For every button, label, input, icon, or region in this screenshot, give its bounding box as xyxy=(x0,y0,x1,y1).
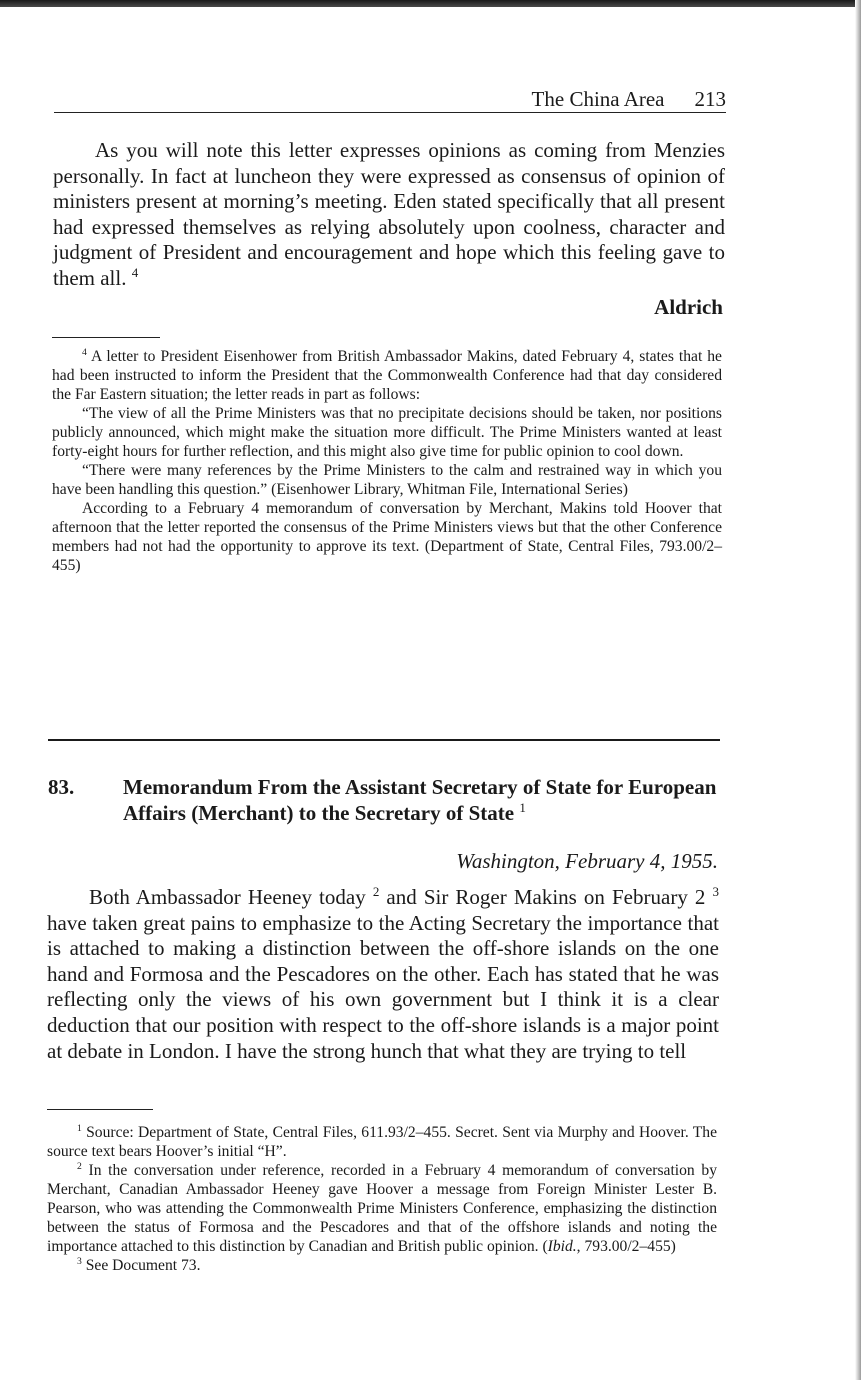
page-number: 213 xyxy=(694,87,726,111)
document-heading xyxy=(48,774,720,826)
footnote-marker: 4 xyxy=(82,346,87,358)
footnote-4-para-2: “The view of all the Prime Ministers was that no precipitate decisions should be taken, nor positions publicly announced, which might make the situation more difficult. The Prime Ministers wanted at least forty-eight hours for further reflection, and this might also give time for public opinion to cool down. xyxy=(52,405,722,460)
memorandum-paragraph xyxy=(47,885,719,1064)
footnote-2 xyxy=(47,1161,717,1256)
footnote-marker: 3 xyxy=(77,1255,82,1267)
signature: Aldrich xyxy=(654,295,723,319)
note-ref-3: 3 xyxy=(712,884,720,899)
footnote-1 xyxy=(47,1123,717,1161)
footnote-text: A letter to President Eisenhower from British Ambassador Makins, dated February 4, states that he had been instructed to inform the President that the Commonwealth Conference had that day considered the Far Eastern situation; the letter reads in part as follows: xyxy=(52,348,722,403)
title-note-ref: 1 xyxy=(519,800,526,815)
dateline: Washington, February 4, 1955. xyxy=(456,849,718,873)
note-ref-4: 4 xyxy=(131,264,139,280)
footnote-rule-top xyxy=(52,337,160,338)
footnotes-bottom xyxy=(47,1123,717,1275)
footnote-text: See Document 73. xyxy=(85,1257,201,1274)
footnote-marker: 2 xyxy=(77,1160,82,1172)
footnote-4-para-4: According to a February 4 memorandum of conversation by Merchant, Makins told Hoover that afternoon that the letter reported the consensus of the Prime Ministers views but that the other Conference members had not had the opportunity to approve its text. (Department of State, Central Files, 793.00/2–455) xyxy=(52,500,722,574)
footnote-rule-bottom xyxy=(47,1109,153,1110)
letter-paragraph xyxy=(53,138,725,292)
footnotes-top xyxy=(52,347,722,575)
document-title: Memorandum From the Assistant Secretary of State for European Affairs (Merchant) to the Secretary of State xyxy=(123,775,717,825)
footnote-3 xyxy=(47,1256,717,1275)
footnote-4-para-3: “There were many references by the Prime Ministers to the calm and restrained way in which you have been handling this question.” (Eisenhower Library, Whitman File, International Series) xyxy=(52,462,722,498)
footnote-4-para-1 xyxy=(52,347,722,404)
memorandum-body xyxy=(47,885,719,1064)
document-number: 83. xyxy=(48,775,75,799)
letter-paragraph-text: As you will note this letter expresses opinions as coming from Menzies personally. In fact at luncheon they were expressed as consensus of opinion of ministers present at morning’s meeting. Eden stated specifically that all present had expressed themselves as relying absolutely upon coolness, character and judgment of President and encouragement and hope which this feeling gave to them all. xyxy=(53,138,725,290)
body-part-3: have taken great pains to emphasize to the Acting Secretary the importance that is attached to making a distinction between the off-shore islands on the one hand and Formosa and the Pescadores on the other. Each has stated that he was reflecting only the views of his own government but I think it is a clear deduction that our position with respect to the off-shore islands is a major point at debate in London. I have the strong hunch that what they are trying to tell xyxy=(47,910,719,1063)
section-divider xyxy=(48,739,720,741)
footnote-marker: 1 xyxy=(77,1122,82,1134)
running-head-title: The China Area xyxy=(531,87,665,111)
note-ref-2: 2 xyxy=(372,884,380,899)
footnote-text: In the conversation under reference, recorded in a February 4 memorandum of conversation by Merchant, Canadian Ambassador Heeney gave Hoover a message from Foreign Minister Lester B. Pearson, who was attending the Commonwealth Prime Ministers Conference, emphasizing the distinction between the status of Formosa and the Pescadores and that of the offshore islands and noting the importance attached to this distinction by Canadian and British public opinion. ( xyxy=(47,1162,717,1255)
footnote-text: Source: Department of State, Central Files, 611.93/2–455. Secret. Sent via Murphy and Hoover. The source text bears Hoover’s initial “H”. xyxy=(47,1124,717,1160)
scan-edge-right xyxy=(855,0,861,1380)
scan-edge-top xyxy=(0,0,861,7)
body-part-1: Both Ambassador Heeney today xyxy=(89,885,366,909)
document-title-wrap xyxy=(123,774,720,826)
ibid-citation: Ibid. xyxy=(547,1238,577,1255)
letter-continuation xyxy=(53,138,725,292)
body-part-2: and Sir Roger Makins on February 2 xyxy=(386,885,706,909)
running-head xyxy=(54,84,726,113)
footnote-text-end: , 793.00/2–455) xyxy=(576,1238,676,1255)
